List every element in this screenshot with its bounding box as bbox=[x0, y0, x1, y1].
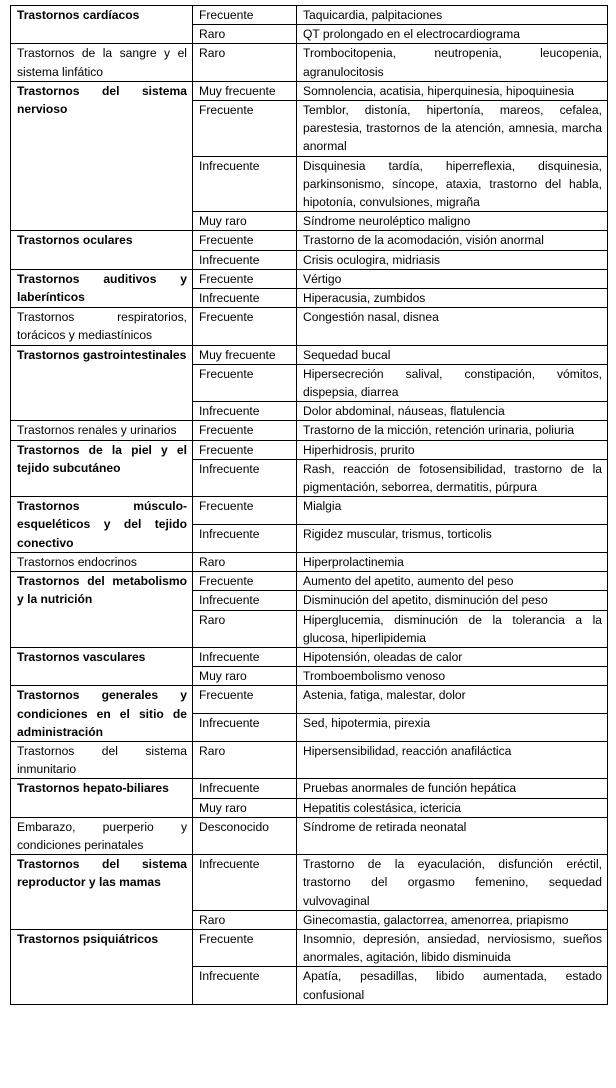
adverse-effects-cell: Disquinesia tardía, hiperreflexia, disquinesia, parkinsonismo, síncope, ataxia, trastorno del habla, hipotonía, convulsiones, migraña bbox=[297, 156, 608, 212]
organ-system-cell: Trastornos vasculares bbox=[11, 647, 193, 685]
organ-system-cell: Trastornos hepato-biliares bbox=[11, 779, 193, 817]
frequency-cell: Infrecuente bbox=[193, 156, 297, 212]
organ-system-cell: Trastornos del sistema reproductor y las mamas bbox=[11, 855, 193, 930]
organ-system-cell: Trastornos respiratorios, torácicos y mediastínicos bbox=[11, 308, 193, 345]
table-row bbox=[11, 6, 608, 25]
frequency-cell: Infrecuente bbox=[193, 714, 297, 742]
adverse-effects-cell: Trombocitopenia, neutropenia, leucopenia, agranulocitosis bbox=[297, 44, 608, 81]
table-row bbox=[11, 269, 608, 288]
table-row bbox=[11, 345, 608, 364]
frequency-cell: Desconocido bbox=[193, 817, 297, 854]
frequency-cell: Raro bbox=[193, 910, 297, 929]
adverse-effects-cell: Insomnio, depresión, ansiedad, nerviosismo, sueños anormales, agitación, libido disminuida bbox=[297, 929, 608, 966]
adverse-effects-cell: Hiperprolactinemia bbox=[297, 552, 608, 571]
adverse-effects-cell: Apatía, pesadillas, libido aumentada, estado confusional bbox=[297, 967, 608, 1004]
table-row bbox=[11, 686, 608, 714]
frequency-cell: Infrecuente bbox=[193, 459, 297, 496]
table-row bbox=[11, 440, 608, 459]
adverse-effects-cell: Ginecomastia, galactorrea, amenorrea, priapismo bbox=[297, 910, 608, 929]
adverse-effects-cell: Hipersecreción salival, constipación, vómitos, dispepsia, diarrea bbox=[297, 364, 608, 401]
frequency-cell: Infrecuente bbox=[193, 967, 297, 1004]
organ-system-cell: Trastornos de la piel y el tejido subcutáneo bbox=[11, 440, 193, 497]
adverse-effects-cell: Hepatitis colestásica, ictericia bbox=[297, 798, 608, 817]
adverse-effects-cell: Sequedad bucal bbox=[297, 345, 608, 364]
organ-system-cell: Trastornos oculares bbox=[11, 231, 193, 269]
table-row bbox=[11, 497, 608, 525]
frequency-cell: Infrecuente bbox=[193, 525, 297, 553]
frequency-cell: Frecuente bbox=[193, 101, 297, 157]
adverse-effects-cell: Astenia, fatiga, malestar, dolor bbox=[297, 686, 608, 714]
table-row bbox=[11, 231, 608, 250]
frequency-cell: Frecuente bbox=[193, 421, 297, 440]
frequency-cell: Muy frecuente bbox=[193, 81, 297, 100]
organ-system-cell: Trastornos cardíacos bbox=[11, 6, 193, 44]
organ-system-cell: Trastornos psiquiátricos bbox=[11, 929, 193, 1004]
adverse-effects-cell: Dolor abdominal, náuseas, flatulencia bbox=[297, 402, 608, 421]
table-row bbox=[11, 817, 608, 854]
adverse-effects-cell: Somnolencia, acatisia, hiperquinesia, hipoquinesia bbox=[297, 81, 608, 100]
frequency-cell: Infrecuente bbox=[193, 250, 297, 269]
adverse-effects-cell: Aumento del apetito, aumento del peso bbox=[297, 572, 608, 591]
table-row bbox=[11, 81, 608, 100]
adverse-effects-cell: Tromboembolismo venoso bbox=[297, 667, 608, 686]
frequency-cell: Frecuente bbox=[193, 308, 297, 345]
adverse-effects-cell: Trastorno de la eyaculación, disfunción eréctil, trastorno del orgasmo femenino, sequedad vulvovaginal bbox=[297, 855, 608, 911]
adverse-effects-cell: Trastorno de la micción, retención urinaria, poliuria bbox=[297, 421, 608, 440]
organ-system-cell: Trastornos endocrinos bbox=[11, 552, 193, 571]
frequency-cell: Infrecuente bbox=[193, 591, 297, 610]
table-row bbox=[11, 552, 608, 571]
frequency-cell: Frecuente bbox=[193, 269, 297, 288]
frequency-cell: Frecuente bbox=[193, 6, 297, 25]
adverse-effects-cell: QT prolongado en el electrocardiograma bbox=[297, 25, 608, 44]
organ-system-cell: Trastornos del sistema nervioso bbox=[11, 81, 193, 231]
frequency-cell: Infrecuente bbox=[193, 855, 297, 911]
adverse-effects-cell: Hipotensión, oleadas de calor bbox=[297, 647, 608, 666]
frequency-cell: Muy raro bbox=[193, 212, 297, 231]
frequency-cell: Infrecuente bbox=[193, 402, 297, 421]
frequency-cell: Muy raro bbox=[193, 667, 297, 686]
organ-system-cell: Trastornos del sistema inmunitario bbox=[11, 741, 193, 778]
frequency-cell: Frecuente bbox=[193, 572, 297, 591]
frequency-cell: Muy raro bbox=[193, 798, 297, 817]
adverse-effects-cell: Temblor, distonía, hipertonía, mareos, cefalea, parestesia, trastornos de la atención, amnesia, marcha anormal bbox=[297, 101, 608, 157]
frequency-cell: Muy frecuente bbox=[193, 345, 297, 364]
adverse-effects-table-body bbox=[11, 6, 608, 1005]
table-row bbox=[11, 44, 608, 81]
adverse-effects-cell: Vértigo bbox=[297, 269, 608, 288]
adverse-effects-cell: Disminución del apetito, disminución del peso bbox=[297, 591, 608, 610]
adverse-effects-cell: Taquicardia, palpitaciones bbox=[297, 6, 608, 25]
frequency-cell: Infrecuente bbox=[193, 779, 297, 798]
frequency-cell: Frecuente bbox=[193, 686, 297, 714]
frequency-cell: Infrecuente bbox=[193, 289, 297, 308]
frequency-cell: Frecuente bbox=[193, 497, 297, 525]
frequency-cell: Raro bbox=[193, 552, 297, 571]
table-row bbox=[11, 741, 608, 778]
organ-system-cell: Trastornos auditivos y laberínticos bbox=[11, 269, 193, 307]
table-row bbox=[11, 308, 608, 345]
adverse-effects-cell: Rigidez muscular, trismus, torticolis bbox=[297, 525, 608, 553]
frequency-cell: Frecuente bbox=[193, 440, 297, 459]
organ-system-cell: Trastornos generales y condiciones en el sitio de administración bbox=[11, 686, 193, 742]
frequency-cell: Infrecuente bbox=[193, 647, 297, 666]
frequency-cell: Frecuente bbox=[193, 929, 297, 966]
organ-system-cell: Trastornos de la sangre y el sistema linfático bbox=[11, 44, 193, 81]
adverse-effects-cell: Sed, hipotermia, pirexia bbox=[297, 714, 608, 742]
table-row bbox=[11, 647, 608, 666]
adverse-effects-cell: Pruebas anormales de función hepática bbox=[297, 779, 608, 798]
table-row bbox=[11, 421, 608, 440]
adverse-effects-cell: Crisis oculogira, midriasis bbox=[297, 250, 608, 269]
frequency-cell: Raro bbox=[193, 741, 297, 778]
table-row bbox=[11, 779, 608, 798]
adverse-effects-cell: Síndrome de retirada neonatal bbox=[297, 817, 608, 854]
adverse-effects-table bbox=[10, 5, 608, 1005]
adverse-effects-cell: Congestión nasal, disnea bbox=[297, 308, 608, 345]
adverse-effects-cell: Mialgia bbox=[297, 497, 608, 525]
adverse-effects-cell: Trastorno de la acomodación, visión anormal bbox=[297, 231, 608, 250]
frequency-cell: Frecuente bbox=[193, 364, 297, 401]
adverse-effects-cell: Hipersensibilidad, reacción anafiláctica bbox=[297, 741, 608, 778]
adverse-effects-cell: Síndrome neuroléptico maligno bbox=[297, 212, 608, 231]
organ-system-cell: Trastornos músculo-esqueléticos y del tejido conectivo bbox=[11, 497, 193, 553]
frequency-cell: Raro bbox=[193, 610, 297, 647]
adverse-effects-cell: Hiperacusia, zumbidos bbox=[297, 289, 608, 308]
frequency-cell: Frecuente bbox=[193, 231, 297, 250]
table-row bbox=[11, 572, 608, 591]
organ-system-cell: Trastornos renales y urinarios bbox=[11, 421, 193, 440]
adverse-effects-cell: Hiperglucemia, disminución de la tolerancia a la glucosa, hiperlipidemia bbox=[297, 610, 608, 647]
organ-system-cell: Trastornos del metabolismo y la nutrición bbox=[11, 572, 193, 648]
organ-system-cell: Trastornos gastrointestinales bbox=[11, 345, 193, 421]
table-row bbox=[11, 855, 608, 911]
organ-system-cell: Embarazo, puerperio y condiciones perinatales bbox=[11, 817, 193, 854]
table-row bbox=[11, 929, 608, 966]
adverse-effects-cell: Hiperhidrosis, prurito bbox=[297, 440, 608, 459]
frequency-cell: Raro bbox=[193, 25, 297, 44]
adverse-effects-cell: Rash, reacción de fotosensibilidad, trastorno de la pigmentación, seborrea, dermatitis, púrpura bbox=[297, 459, 608, 496]
frequency-cell: Raro bbox=[193, 44, 297, 81]
